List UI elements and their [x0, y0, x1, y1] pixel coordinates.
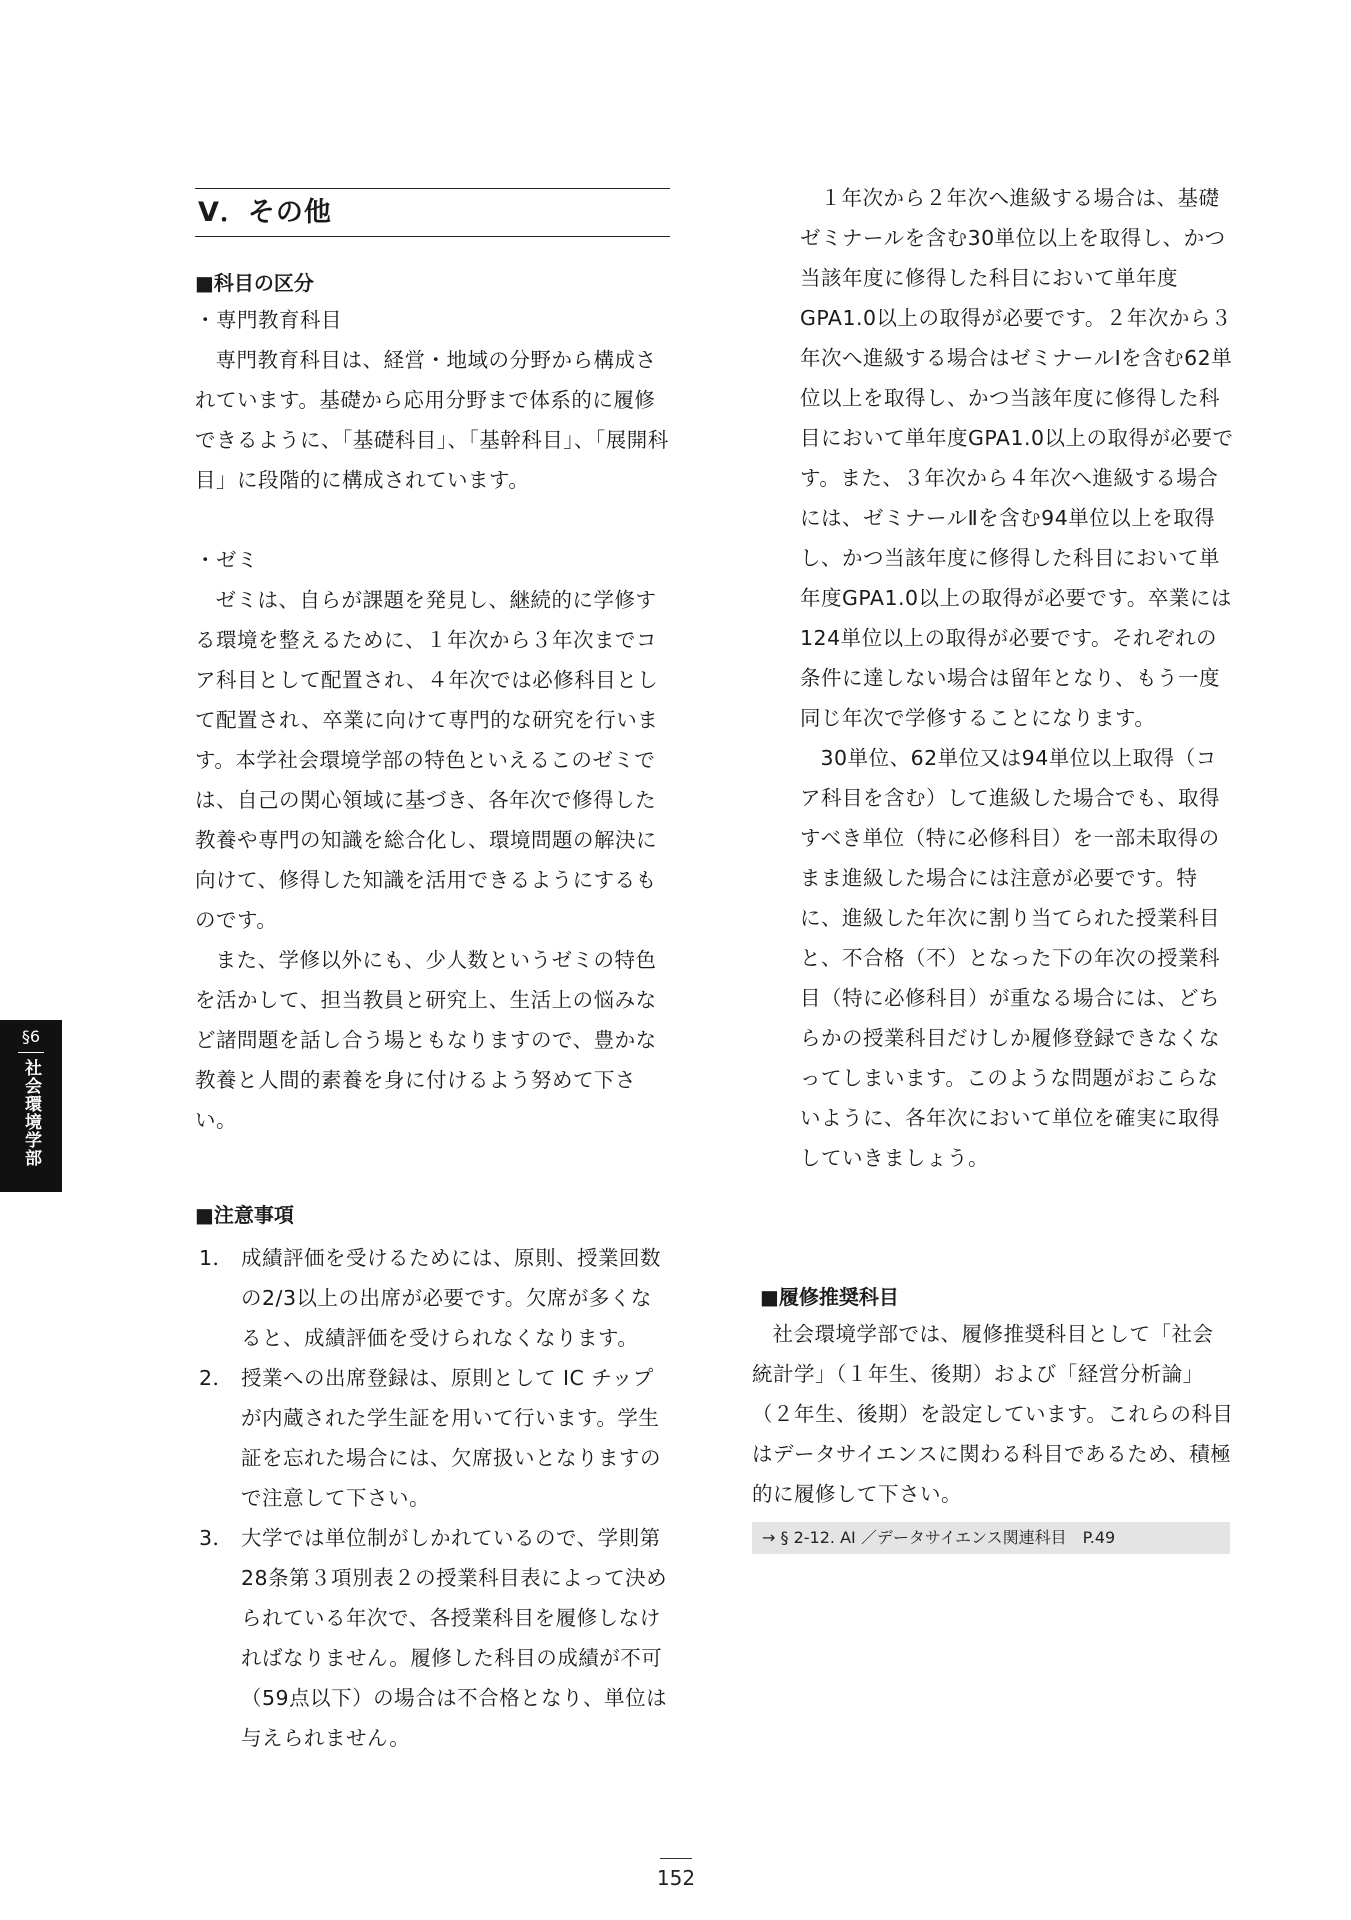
promotion-paragraph-2: 30単位、62単位又は94単位以上取得（コア科目を含む）して進級した場合でも、取得すべき単位（特に必修科目）を一部未取得のまま進級した場合には注意が必要です。特に、進級した年次に割り当てられた授業科目と、不合格（不）となった下の年次の授業科目（特に必修科目）が重なる場合には、どちらかの授業科目だけしか履修登録できなくなってしまいます。このような問題がおこらないように、各年次において単位を確実に取得していきましょう。	[800, 746, 1220, 1170]
side-tab-name: 社会環境学部	[21, 1059, 41, 1167]
note-item-3	[195, 1518, 670, 1758]
side-tab-divider	[18, 1052, 44, 1053]
side-tab-section: §6	[21, 1027, 41, 1046]
promotion-paragraph-1: １年次から２年次へ進級する場合は、基礎ゼミナールを含む30単位以上を取得し、かつ当該年度に修得した科目において単年度 GPA1.0以上の取得が必要です。２年次から３年次へ進級する場合はゼミナールⅠを含む62単位以上を取得し、かつ当該年度に修得した科目において単年度GPA1.0以上の取得が必要です。また、３年次から４年次へ進級する場合には、ゼミナールⅡを含む94単位以上を取得し、かつ当該年度に修得した科目において単年度GPA1.0以上の取得が必要です。卒業には124単位以上の取得が必要です。それぞれの条件に達しない場合は留年となり、もう一度同じ年次で学修することになります。	[800, 186, 1234, 730]
note-item-2	[195, 1358, 670, 1518]
seminar-section	[195, 540, 670, 1140]
seminar-text-1: ゼミは、自らが課題を発見し、継続的に学修する環境を整えるために、１年次から３年次までコア科目として配置され、４年次では必修科目として配置され、卒業に向けて専門的な研究を行います。本学社会環境学部の特色といえるこのゼミでは、自己の関心領域に基づき、各年次で修得した教養や専門の知識を総合化し、環境問題の解決に向けて、修得した知識を活用できるようにするものです。	[195, 588, 659, 932]
section-side-tab	[0, 1020, 62, 1192]
promotion-section	[800, 178, 1234, 1178]
subject-category-heading: ■科目の区分	[195, 271, 314, 295]
title-rule-top	[195, 188, 670, 189]
note-item-3-text: 大学では単位制がしかれているので、学則第28条第３項別表２の授業科目表によって決められている年次で、各授業科目を履修しなければなりません。履修した科目の成績が不可（59点以下）の場合は不合格となり、単位は与えられません。	[241, 1526, 668, 1750]
note-item-1-number: 1．	[199, 1246, 234, 1270]
note-item-2-text: 授業への出席登録は、原則として IC チップが内蔵された学生証を用いて行います。学生証を忘れた場合には、欠席扱いとなりますので注意して下さい。	[241, 1366, 661, 1510]
note-item-3-number: 3．	[199, 1526, 234, 1550]
notes-heading: ■注意事項	[195, 1203, 294, 1227]
specialized-text: 専門教育科目は、経営・地域の分野から構成されています。基礎から応用分野まで体系的に履修できるように、「基礎科目」、「基幹科目」、「展開科目」に段階的に構成されています。	[195, 348, 669, 492]
note-item-2-number: 2．	[199, 1366, 234, 1390]
note-item-1-text: 成績評価を受けるためには、原則、授業回数の2/3以上の出席が必要です。欠席が多くなると、成績評価を受けられなくなります。	[241, 1246, 661, 1350]
specialized-section	[195, 300, 670, 500]
specialized-label: ・専門教育科目	[195, 308, 342, 332]
recommended-text: 社会環境学部では、履修推奨科目として「社会統計学」（１年生、後期）および「経営分析論」（２年生、後期）を設定しています。これらの科目はデータサイエンスに関わる科目であるため、積極的に履修して下さい。	[752, 1322, 1234, 1506]
notes-list	[195, 1238, 670, 1758]
section-title: Ⅴ．その他	[198, 197, 332, 228]
note-item-1	[195, 1238, 670, 1358]
seminar-text-2: また、学修以外にも、少人数というゼミの特色を活かして、担当教員と研究上、生活上の悩みなど諸問題を話し合う場ともなりますので、豊かな教養と人間的素養を身に付けるよう努めて下さい。	[195, 948, 657, 1132]
page-number: 152	[656, 1866, 696, 1890]
title-rule-bottom	[195, 236, 670, 237]
seminar-label: ・ゼミ	[195, 548, 258, 572]
recommended-section	[752, 1314, 1234, 1514]
page-number-rule	[660, 1858, 692, 1859]
reference-link[interactable]: → § 2-12. AI ／データサイエンス関連科目 P.49	[752, 1522, 1230, 1554]
recommended-heading: ■履修推奨科目	[760, 1285, 899, 1309]
